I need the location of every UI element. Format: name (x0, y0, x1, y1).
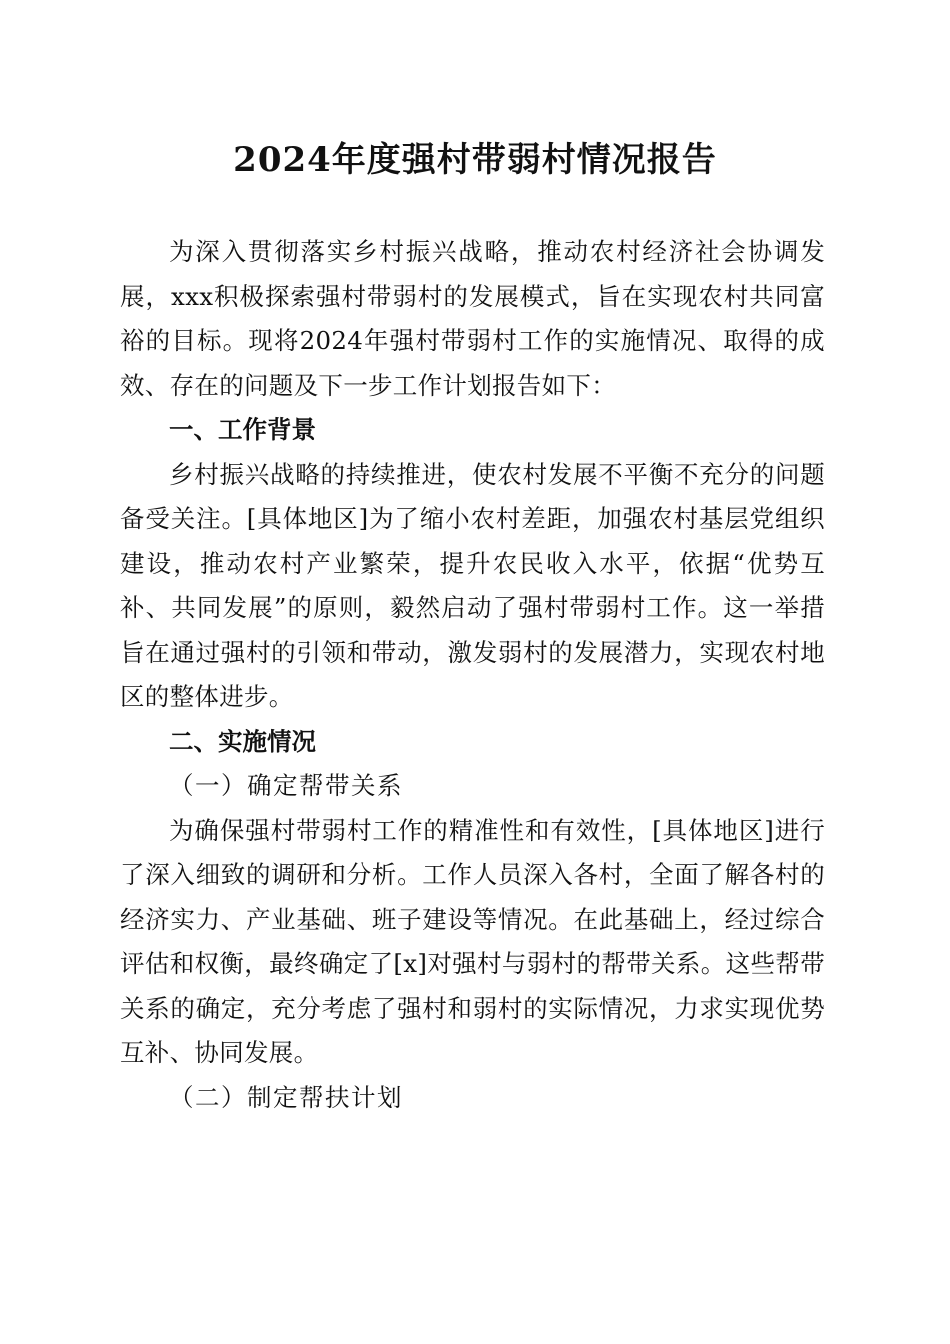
background-paragraph: 乡村振兴战略的持续推进，使农村发展不平衡不充分的问题备受关注。[具体地区]为了缩小农村差距，加强农村基层党组织建设，推动农村产业繁荣，提升农民收入水平，依据“优势互补、共同发展”的原则，毅然启动了强村带弱村工作。这一举措旨在通过强村的引领和带动，激发弱村的发展潜力，实现农村地区的整体进步。 (120, 459, 825, 711)
relations-paragraph: 为确保强村带弱村工作的精准性和有效性，[具体地区]进行了深入细致的调研和分析。工作人员深入各村，全面了解各村的经济实力、产业基础、班子建设等情况。在此基础上，经过综合评估和权衡，最终确定了[x]对强村与弱村的帮带关系。这些帮带关系的确定，充分考虑了强村和弱村的实际情况，力求实现优势互补、协同发展。 (120, 815, 825, 1067)
section-heading-implementation: 二、实施情况 (169, 726, 316, 756)
section-heading-background: 一、工作背景 (169, 415, 316, 444)
intro-paragraph: 为深入贯彻落实乡村振兴战略，推动农村经济社会协调发展，xxx积极探索强村带弱村的发展模式，旨在实现农村共同富裕的目标。现将2024年强村带弱村工作的实施情况、取得的成效、存在的问题及下一步工作计划报告如下： (120, 237, 825, 400)
subsection-heading-plan: （二）制定帮扶计划 (169, 1082, 403, 1112)
subsection-heading-relations: （一）确定帮带关系 (169, 771, 403, 800)
document-title: 2024年度强村带弱村情况报告 (233, 140, 717, 180)
document-body (120, 230, 825, 1120)
